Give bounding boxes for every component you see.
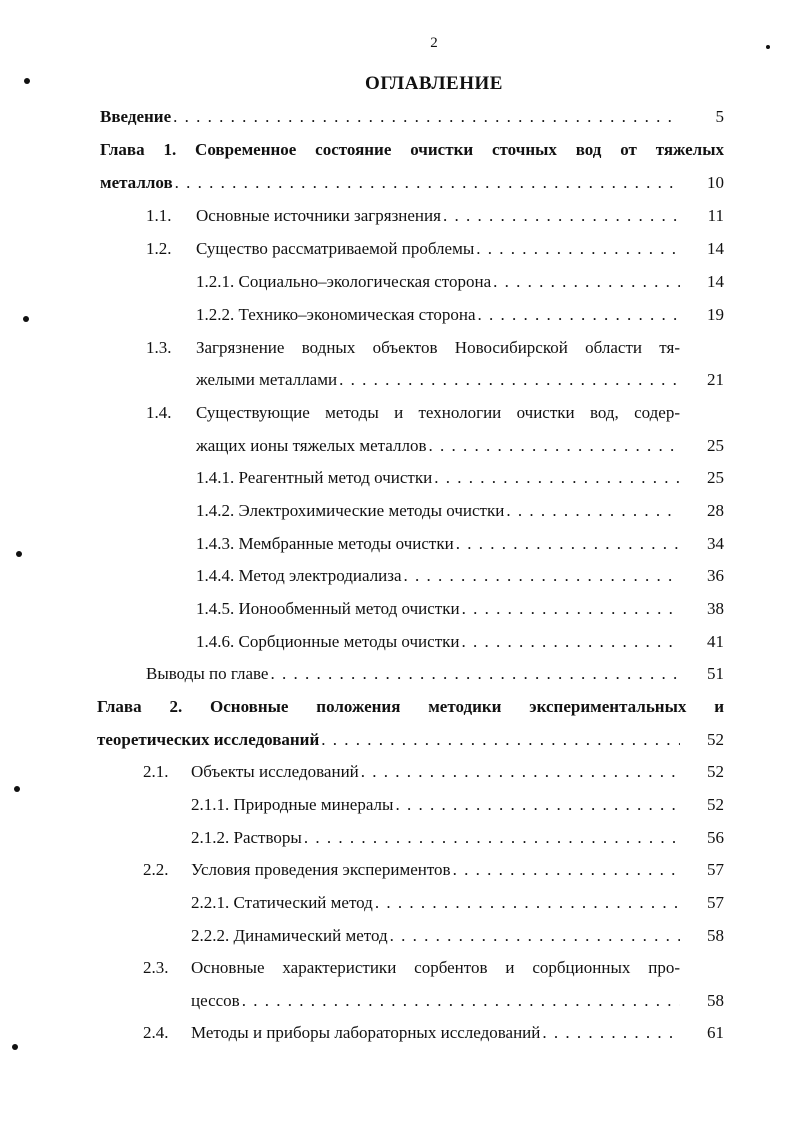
toc-entry-page: 58 (707, 926, 724, 945)
toc-entry-text: 1.4.5. Ионообменный метод очистки (196, 599, 460, 618)
toc-entry-text: 2.1.1. Природные минералы (191, 795, 394, 814)
page-number: 2 (430, 35, 438, 51)
toc-entry-page: 19 (707, 305, 724, 324)
toc-entry-text: 2.2.1. Статический метод (191, 893, 373, 912)
toc-entry-text: Основные источники загрязнения (196, 206, 441, 225)
toc-entry-page: 25 (707, 468, 724, 487)
toc-entry-1-3[interactable] (196, 370, 680, 394)
toc-entry-2-3-line1[interactable]: Основные характеристики сорбентов и сорбционных про- (191, 958, 680, 977)
toc-entry-text: Существо рассматриваемой проблемы (196, 239, 475, 258)
toc-entry-2-3[interactable] (191, 991, 680, 1015)
toc-entry-page: 58 (707, 991, 724, 1010)
toc-entry-text: Введение (100, 107, 172, 126)
toc-title: ОГЛАВЛЕНИЕ (365, 73, 503, 94)
toc-entry-page: 56 (707, 828, 724, 847)
toc-entry-2-2-1[interactable] (191, 893, 680, 917)
toc-entry-page: 21 (707, 370, 724, 389)
toc-entry-text: желыми металлами (196, 370, 338, 389)
toc-entry-text: Выводы по главе (146, 664, 269, 683)
scan-hole-mark (14, 786, 20, 792)
toc-entry-page: 36 (707, 566, 724, 585)
toc-entry-1-4-2[interactable] (196, 501, 680, 525)
toc-entry-number: 2.1. (143, 762, 169, 781)
toc-entry-1-4-1[interactable] (196, 468, 680, 492)
toc-entry-1-2-1[interactable] (196, 272, 680, 296)
toc-entry-1-2[interactable] (196, 239, 680, 263)
toc-entry-page: 28 (707, 501, 724, 520)
toc-entry-introduction[interactable] (100, 107, 680, 131)
toc-entry-page: 61 (707, 1023, 724, 1042)
toc-entry-page: 52 (707, 730, 724, 749)
toc-entry-page: 41 (707, 632, 724, 651)
toc-entry-2-2[interactable] (191, 860, 680, 884)
toc-entry-page: 57 (707, 860, 724, 879)
toc-entry-page: 14 (707, 272, 724, 291)
toc-entry-text: 1.4.6. Сорбционные методы очистки (196, 632, 460, 651)
toc-entry-1-4-4[interactable] (196, 566, 680, 590)
toc-entry-page: 57 (707, 893, 724, 912)
toc-entry-text: 1.4.4. Метод электродиализа (196, 566, 402, 585)
toc-entry-page: 51 (707, 664, 724, 683)
toc-entry-1-4-line1[interactable]: Существующие методы и технологии очистки вод, содер- (196, 403, 680, 422)
toc-entry-text: Методы и приборы лабораторных исследований (191, 1023, 541, 1042)
scan-hole-mark (24, 78, 30, 84)
toc-entry-1-1[interactable] (196, 206, 680, 230)
toc-entry-number: 2.3. (143, 958, 169, 977)
toc-entry-2-1-2[interactable] (191, 828, 680, 852)
toc-entry-text: металлов (100, 173, 173, 192)
toc-entry-text: 1.4.3. Мембранные методы очистки (196, 534, 454, 553)
scan-hole-mark (23, 316, 29, 322)
toc-entry-text: 1.4.1. Реагентный метод очистки (196, 468, 433, 487)
toc-entry-2-1-1[interactable] (191, 795, 680, 819)
toc-entry-text: цессов (191, 991, 240, 1010)
toc-entry-text: 1.2.2. Технико–экономическая сторона (196, 305, 476, 324)
toc-entry-text: Условия проведения экспериментов (191, 860, 451, 879)
toc-entry-text: 1.4.2. Электрохимические методы очистки (196, 501, 505, 520)
toc-entry-text: 1.2.1. Социально–экологическая сторона (196, 272, 492, 291)
toc-entry-page: 52 (707, 795, 724, 814)
toc-entry-number: 1.1. (146, 206, 172, 225)
toc-entry-1-4-6[interactable] (196, 632, 680, 656)
toc-entry-text: теоретических исследований (97, 730, 320, 749)
toc-entry-page: 25 (707, 436, 724, 455)
toc-entry-page: 52 (707, 762, 724, 781)
toc-entry-number: 2.4. (143, 1023, 169, 1042)
toc-entry-text: 2.1.2. Растворы (191, 828, 302, 847)
toc-entry-number: 1.3. (146, 338, 172, 357)
toc-entry-1-3-line1[interactable]: Загрязнение водных объектов Новосибирской области тя- (196, 338, 680, 357)
toc-entry-chapter-1[interactable] (100, 173, 680, 197)
toc-entry-text: жащих ионы тяжелых металлов (196, 436, 427, 455)
toc-entry-text: 2.2.2. Динамический метод (191, 926, 388, 945)
toc-entry-1-2-2[interactable] (196, 305, 680, 329)
toc-entry-1-4-3[interactable] (196, 534, 680, 558)
toc-entry-2-4[interactable] (191, 1023, 680, 1047)
toc-entry-page: 38 (707, 599, 724, 618)
toc-entry-page: 34 (707, 534, 724, 553)
toc-entry-2-1[interactable] (191, 762, 680, 786)
toc-entry-number: 2.2. (143, 860, 169, 879)
toc-entry-chapter-1-conclusions[interactable] (146, 664, 680, 688)
toc-entry-number: 1.2. (146, 239, 172, 258)
toc-entry-number: 1.4. (146, 403, 172, 422)
scan-hole-mark (766, 45, 770, 49)
toc-entry-page: 11 (707, 206, 724, 225)
toc-entry-page: 14 (707, 239, 724, 258)
toc-entry-page: 10 (707, 173, 724, 192)
toc-entry-text: Объекты исследований (191, 762, 359, 781)
toc-entry-2-2-2[interactable] (191, 926, 680, 950)
toc-entry-chapter-2[interactable] (97, 730, 680, 754)
toc-entry-page: 5 (715, 107, 724, 126)
toc-entry-chapter-1-line1[interactable]: Глава 1. Современное состояние очистки сточных вод от тяжелых (100, 140, 724, 159)
toc-entry-1-4[interactable] (196, 436, 680, 460)
toc-entry-chapter-2-line1[interactable]: Глава 2. Основные положения методики экспериментальных и (97, 697, 724, 716)
toc-entry-1-4-5[interactable] (196, 599, 680, 623)
scan-hole-mark (12, 1044, 18, 1050)
scan-hole-mark (16, 551, 22, 557)
